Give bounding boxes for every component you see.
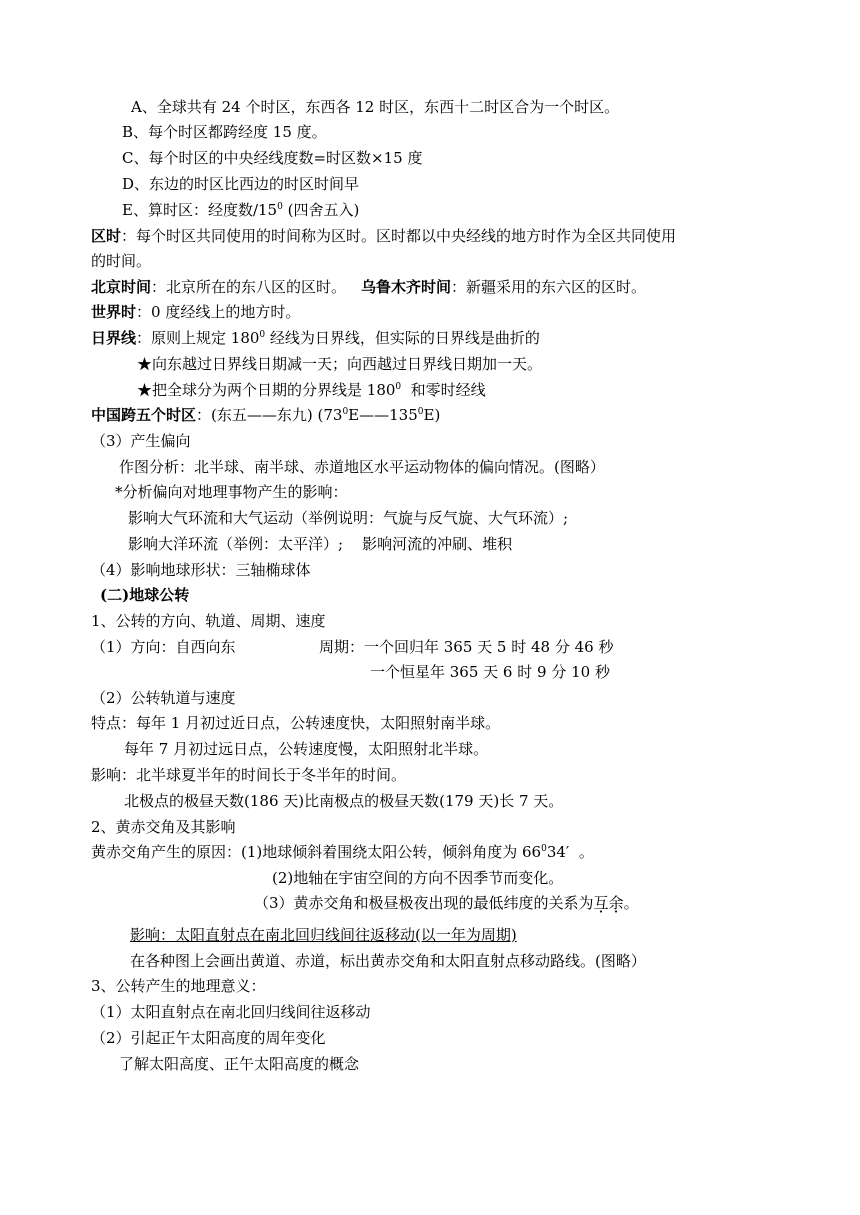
orbit-effect-1 xyxy=(91,765,406,785)
date-line-rule-2 xyxy=(137,380,486,400)
text: ★向东越过日界线日期减一天；向西越过日界线日期加一天。 xyxy=(137,355,543,373)
date-line-rule-1 xyxy=(137,354,542,374)
text: 。 xyxy=(623,894,639,912)
obliquity-cause-1 xyxy=(91,842,594,862)
obliquity-cause-2 xyxy=(272,868,563,888)
time-zone-point-b xyxy=(122,122,327,142)
term-label: 区时 xyxy=(91,227,122,245)
text: E) xyxy=(423,406,441,424)
text: （2）引起正午太阳高度的周年变化 xyxy=(91,1029,326,1047)
world-time xyxy=(91,302,300,322)
text: E、算时区：经度数/15 xyxy=(122,201,278,219)
text: 和零时经线 xyxy=(401,381,486,399)
superscript: 0 xyxy=(277,202,283,212)
deflection-analysis xyxy=(119,457,605,477)
zone-time-definition xyxy=(91,226,676,246)
text: B、每个时区都跨经度 15 度。 xyxy=(122,123,327,141)
time-zone-point-d xyxy=(122,174,359,194)
text: ：(东五——东九) (73 xyxy=(196,406,343,424)
superscript: 0 xyxy=(342,407,349,417)
obliquity-drawing-note xyxy=(130,951,646,971)
text: 了解太阳高度、正午太阳高度的概念 xyxy=(119,1055,360,1073)
text: 2、黄赤交角及其影响 xyxy=(91,818,236,836)
zone-time-definition-cont xyxy=(91,251,151,271)
superscript: 0 xyxy=(417,407,424,417)
text: ：0 度经线上的地方时。 xyxy=(136,303,301,321)
heading-revolution xyxy=(100,585,189,605)
text: 的时间。 xyxy=(91,252,152,270)
text: ：新疆采用的东六区的区时。 xyxy=(451,278,647,296)
revolution-period xyxy=(319,637,614,657)
orbit-feature-1 xyxy=(91,713,500,733)
text: (2)地轴在宇宙空间的方向不因季节而变化。 xyxy=(272,869,564,887)
significance-2 xyxy=(91,1028,326,1048)
text: (四舍五入) xyxy=(282,201,360,219)
term-label: 日界线 xyxy=(91,329,137,347)
text: 在各种图上会画出黄道、赤道，标出黄赤交角和太阳直射点移动路线。(图略） xyxy=(130,952,646,970)
obliquity-effect xyxy=(130,925,517,945)
significance-2-note xyxy=(119,1054,359,1074)
beijing-urumqi-time xyxy=(91,277,646,297)
revolution-subheading xyxy=(91,611,326,631)
term-label: 世界时 xyxy=(91,303,137,321)
text: 作图分析：北半球、南半球、赤道地区水平运动物体的偏向情况。(图略） xyxy=(119,458,605,476)
orbit-effect-2 xyxy=(124,791,563,811)
deflection-effects-heading xyxy=(115,482,348,502)
orbit-feature-2 xyxy=(124,739,488,759)
time-zone-point-e xyxy=(122,200,359,220)
text: ：原则上规定 180 xyxy=(136,329,260,347)
term-label: 北京时间 xyxy=(91,278,152,296)
term-label: 乌鲁木齐时间 xyxy=(361,278,452,296)
obliquity-heading xyxy=(91,817,236,837)
text: 3、公转产生的地理意义： xyxy=(91,977,266,995)
term-label: 中国跨五个时区 xyxy=(91,406,197,424)
deflection-effect-1 xyxy=(128,508,568,528)
text: （4）影响地球形状：三轴椭球体 xyxy=(91,561,311,579)
text: 每年 7 月初过远日点，公转速度慢，太阳照射北半球。 xyxy=(124,740,489,758)
text: C、每个时区的中央经线度数=时区数×15 度 xyxy=(122,149,423,167)
section-earth-shape xyxy=(91,560,311,580)
date-line xyxy=(91,328,540,348)
superscript: 0 xyxy=(541,844,547,854)
text: 特点：每年 1 月初过近日点，公转速度快，太阳照射南半球。 xyxy=(91,714,501,732)
text: 周期：一个回归年 365 天 5 时 48 分 46 秒 xyxy=(319,638,614,656)
text: D、东边的时区比西边的时区时间早 xyxy=(122,175,360,193)
text: （3）产生偏向 xyxy=(91,432,191,450)
text: (二)地球公转 xyxy=(100,586,190,604)
revolution-significance-heading xyxy=(91,976,266,996)
superscript: 0 xyxy=(395,382,402,392)
text: 影响：太阳直射点在南北回归线间往返移动(以一年为周期) xyxy=(130,926,517,944)
time-zone-point-a xyxy=(131,97,619,117)
text: （2）公转轨道与速度 xyxy=(91,689,236,707)
emphasis-char: 余 xyxy=(608,894,624,912)
emphasis-char: 互 xyxy=(593,894,609,912)
superscript: 0 xyxy=(259,330,266,340)
text: E——135 xyxy=(348,406,418,424)
text: （1）方向：自西向东 xyxy=(91,638,236,656)
text: A、全球共有 24 个时区，东西各 12 时区，东西十二时区合为一个时区。 xyxy=(131,98,620,116)
text: （3）黄赤交角和极昼极夜出现的最低纬度的关系为 xyxy=(254,894,594,912)
revolution-direction xyxy=(91,637,236,657)
text: 影响大气环流和大气运动（举例说明：气旋与反气旋、大气环流）; xyxy=(128,509,569,527)
text: 一个恒星年 365 天 6 时 9 分 10 秒 xyxy=(370,663,610,681)
text: 34′ 。 xyxy=(546,843,594,861)
text: （1）太阳直射点在南北回归线间往返移动 xyxy=(91,1003,371,1021)
text: ★把全球分为两个日期的分界线是 180 xyxy=(137,381,396,399)
significance-1 xyxy=(91,1002,371,1022)
text: 北极点的极昼天数(186 天)比南极点的极昼天数(179 天)长 7 天。 xyxy=(124,792,564,810)
text: *分析偏向对地理事物产生的影响： xyxy=(115,483,348,501)
section-deflection xyxy=(91,431,191,451)
text: ：北京所在的东八区的区时。 xyxy=(151,278,347,296)
text: ：每个时区共同使用的时间称为区时。区时都以中央经线的地方时作为全区共同使用 xyxy=(121,227,677,245)
text: 黄赤交角产生的原因：(1)地球倾斜着围绕太阳公转，倾斜角度为 66 xyxy=(91,843,542,861)
sidereal-year xyxy=(370,662,610,682)
text: 经线为日界线，但实际的日界线是曲折的 xyxy=(265,329,540,347)
china-time-zones xyxy=(91,405,440,425)
text: 影响：北半球夏半年的时间长于冬半年的时间。 xyxy=(91,766,407,784)
obliquity-cause-3 xyxy=(254,893,639,913)
deflection-effect-2 xyxy=(128,534,512,554)
text: 1、公转的方向、轨道、周期、速度 xyxy=(91,612,326,630)
text: 影响大洋环流（举例：太平洋）; 影响河流的冲刷、堆积 xyxy=(128,535,513,553)
time-zone-point-c xyxy=(122,148,422,168)
orbit-speed-heading xyxy=(91,688,236,708)
